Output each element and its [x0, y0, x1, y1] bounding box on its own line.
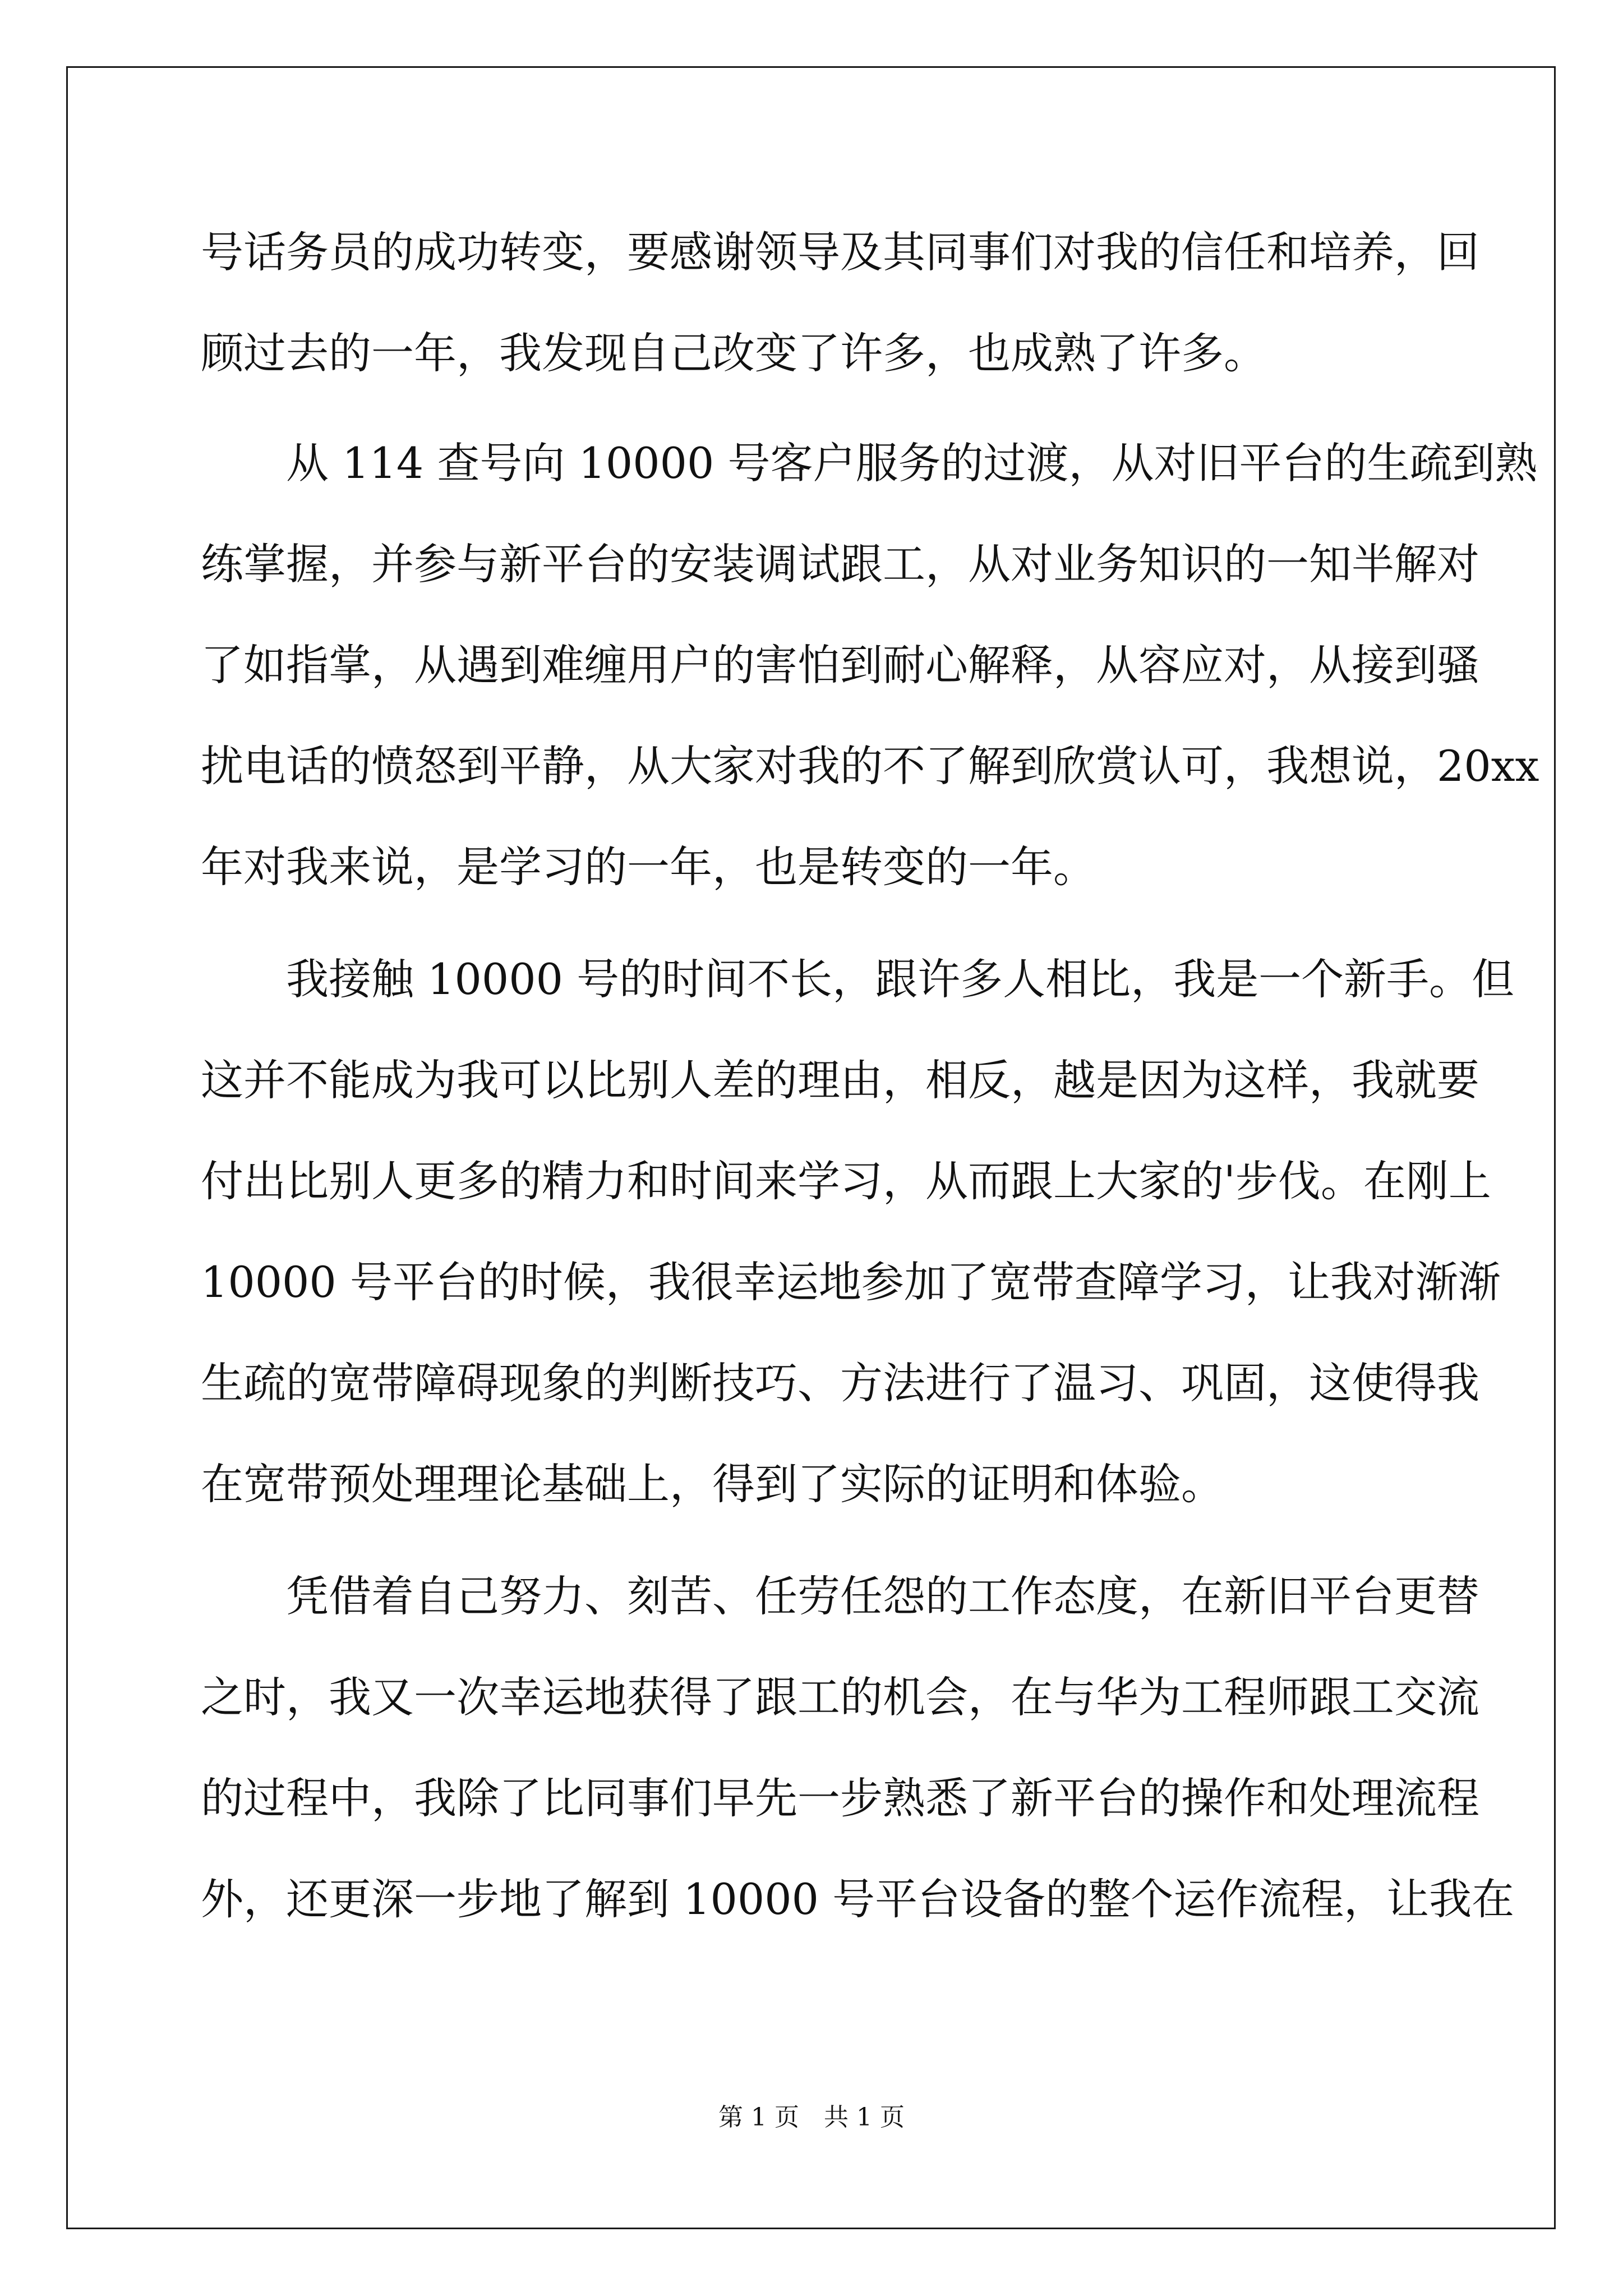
text-line: 扰电话的愤怒到平静，从大家对我的不了解到欣赏认可，我想说，20xx — [201, 741, 1539, 791]
text-line: 之时，我又一次幸运地获得了跟工的机会，在与华为工程师跟工交流 — [201, 1672, 1479, 1722]
text-line: 年对我来说，是学习的一年，也是转变的一年。 — [201, 842, 1096, 892]
text-line: 在宽带预处理理论基础上，得到了实际的证明和体验。 — [201, 1459, 1224, 1509]
text-line: 号话务员的成功转变，要感谢领导及其同事们对我的信任和培养，回 — [201, 227, 1479, 277]
text-line: 了如指掌，从遇到难缠用户的害怕到耐心解释，从容应对，从接到骚 — [201, 640, 1479, 690]
text-line: 从 114 查号向 10000 号客户服务的过渡，从对旧平台的生疏到熟 — [201, 438, 1538, 488]
text-line: 凭借着自己努力、刻苦、任劳任怨的工作态度，在新旧平台更替 — [201, 1571, 1479, 1621]
text-line: 外，还更深一步地了解到 10000 号平台设备的整个运作流程，让我在 — [201, 1874, 1515, 1924]
text-line: 顾过去的一年，我发现自己改变了许多，也成熟了许多。 — [201, 328, 1266, 378]
text-line: 生疏的宽带障碍现象的判断技巧、方法进行了温习、巩固，这使得我 — [201, 1358, 1479, 1408]
text-line: 的过程中，我除了比同事们早先一步熟悉了新平台的操作和处理流程 — [201, 1773, 1479, 1823]
page-footer: 第 1 页 共 1 页 — [718, 2103, 905, 2132]
text-line: 这并不能成为我可以比别人差的理由，相反，越是因为这样，我就要 — [201, 1055, 1479, 1105]
text-line: 我接触 10000 号的时间不长，跟许多人相比，我是一个新手。但 — [201, 954, 1515, 1004]
text-line: 10000 号平台的时候，我很幸运地参加了宽带查障学习，让我对渐渐 — [201, 1257, 1501, 1307]
text-line: 付出比别人更多的精力和时间来学习，从而跟上大家的'步伐。在刚上 — [201, 1156, 1491, 1206]
text-line: 练掌握，并参与新平台的安装调试跟工，从对业务知识的一知半解对 — [201, 539, 1479, 589]
